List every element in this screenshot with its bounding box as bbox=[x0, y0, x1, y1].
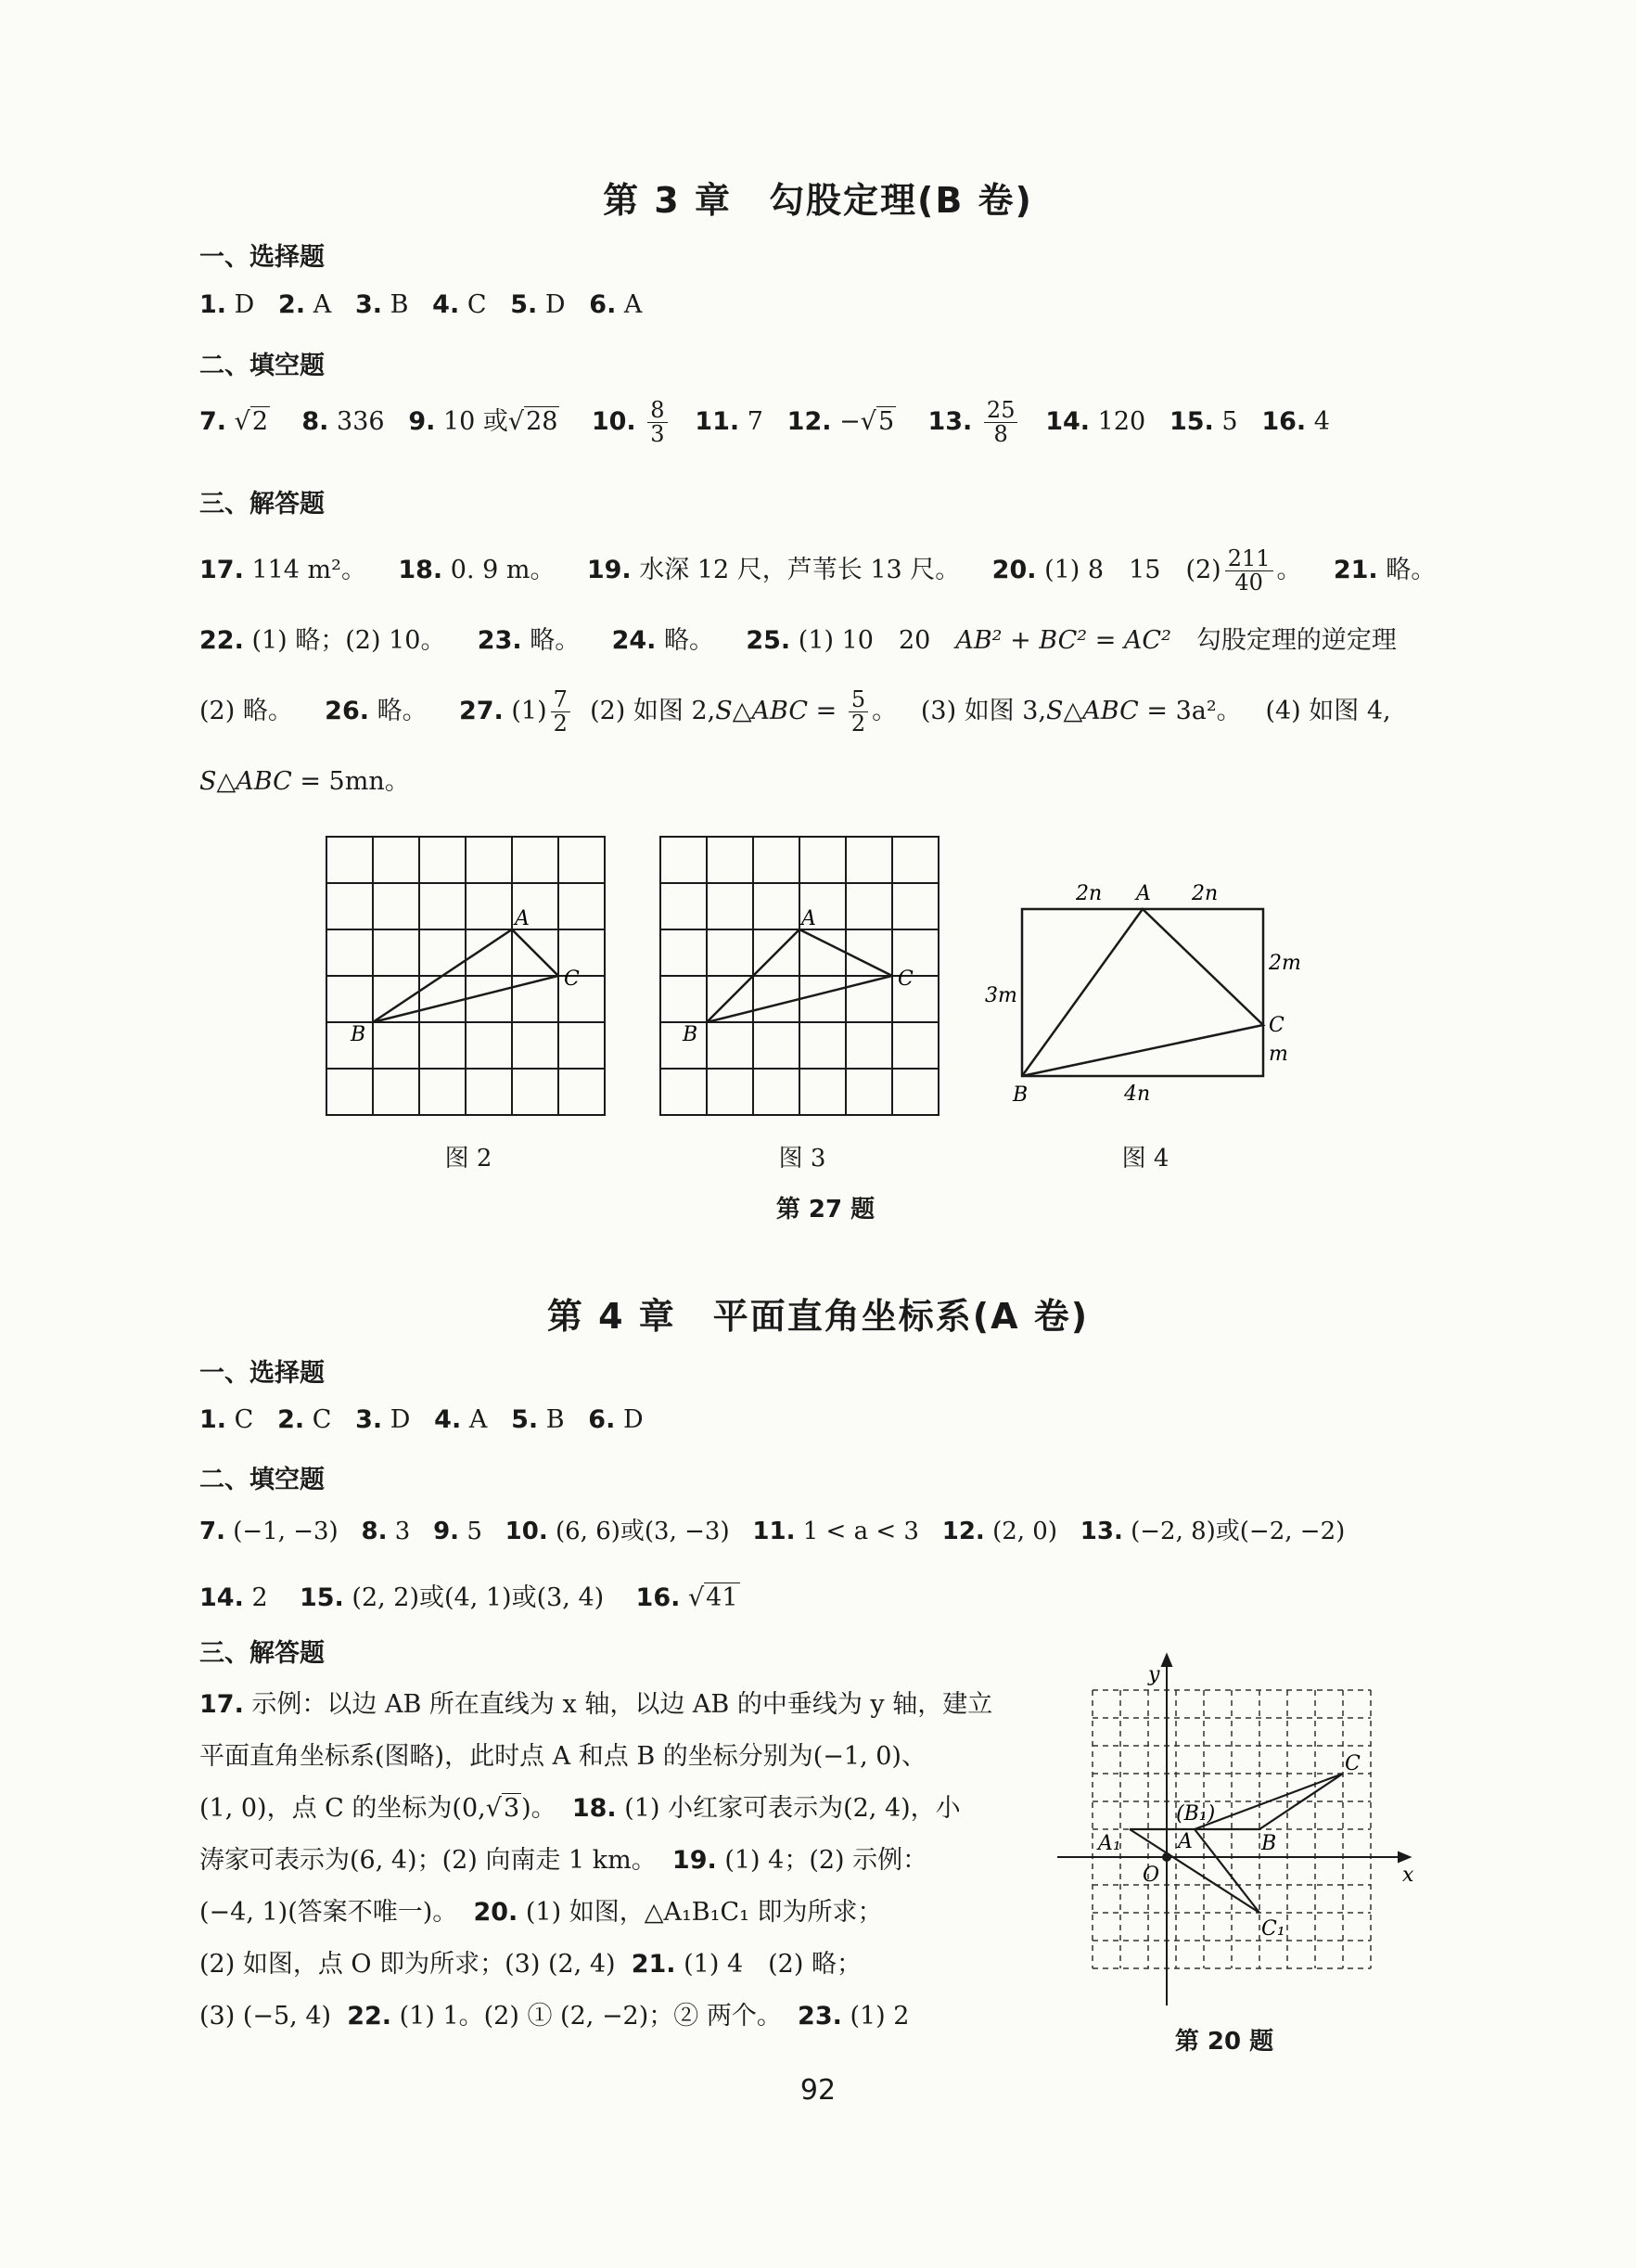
ch4-fill-answers-line1: 7. (−1, −3) 8. 3 9. 5 10. (6, 6)或(3, −3) 11. 1 < a < 3 12. (2, 0) 13. (−2, 8)或(−2, −2) bbox=[199, 1518, 1346, 1545]
fig2-label-a: A bbox=[515, 907, 530, 930]
figure-20-coordinate-grid bbox=[1039, 1651, 1428, 2013]
fig20-point-b1: (B₁) bbox=[1176, 1802, 1216, 1826]
ch4-section-solve: 三、解答题 bbox=[199, 1639, 325, 1668]
fig20-point-c: C bbox=[1345, 1752, 1361, 1775]
figure-2-caption: 图 2 bbox=[444, 1145, 492, 1172]
chapter4-title: 第 4 章 平面直角坐标系(A 卷) bbox=[546, 1296, 1090, 1337]
fig4-label-2m: 2m bbox=[1269, 952, 1301, 975]
fig2-label-b: B bbox=[351, 1023, 366, 1046]
fig20-axis-y: y bbox=[1148, 1663, 1160, 1686]
fig4-label-4n: 4n bbox=[1124, 1083, 1151, 1106]
fig20-point-a: A bbox=[1178, 1830, 1193, 1853]
chapter3-title: 第 3 章 勾股定理(B 卷) bbox=[603, 180, 1033, 221]
ch3-fill-answers: 7. √2 8. 336 9. 10 或√28 10. $\frac{8}{3}$ 11. 7 12. −√5 13. $\frac{25}{8}$ 14. 120 15. 5 16. 4 bbox=[199, 397, 1330, 448]
ch3-section-solve: 三、解答题 bbox=[199, 490, 325, 519]
fig4-label-b: B bbox=[1013, 1083, 1029, 1107]
fig2-label-c: C bbox=[564, 967, 580, 991]
ch4-section-fill: 二、填空题 bbox=[199, 1466, 325, 1494]
ch3-choice-answers: 1. D 2. A 3. B 4. C 5. D 6. A bbox=[199, 290, 643, 319]
fig3-label-b: B bbox=[683, 1023, 698, 1046]
fig20-point-c1: C₁ bbox=[1261, 1917, 1285, 1941]
fig20-point-a1: A₁ bbox=[1098, 1832, 1121, 1855]
ch3-solve-line1: 17. 114 m²。 18. 0. 9 m。 19. 水深 12 尺，芦苇长 13 尺。 20. (1) 8 15 (2) $\frac{211}{40}$ 。 21. 略。 bbox=[199, 545, 1437, 596]
fig4-label-3m: 3m bbox=[985, 984, 1017, 1007]
page-number: 92 bbox=[799, 2074, 837, 2107]
ch3-section-fill: 二、填空题 bbox=[199, 352, 325, 380]
ch4-fill-answers-line2: 14. 2 15. (2, 2)或(4, 1)或(3, 4) 16. √41 bbox=[199, 1583, 738, 1612]
fig4-label-2n-right: 2n bbox=[1192, 882, 1219, 905]
figure-20-caption: 第 20 题 bbox=[1174, 2028, 1274, 2056]
figure-4-caption: 图 4 bbox=[1121, 1145, 1169, 1172]
figure-3-caption: 图 3 bbox=[778, 1145, 826, 1172]
figure-group-title-27: 第 27 题 bbox=[775, 1196, 876, 1224]
ch4-section-choice: 一、选择题 bbox=[199, 1359, 325, 1388]
fig20-point-b: B bbox=[1261, 1832, 1277, 1855]
fig20-axis-x: x bbox=[1402, 1864, 1414, 1887]
fig4-label-m: m bbox=[1269, 1043, 1288, 1066]
fig4-label-c: C bbox=[1269, 1014, 1285, 1037]
fig4-label-2n-left: 2n bbox=[1076, 882, 1103, 905]
ch3-solve-line2: 22. (1) 略；(2) 10。 23. 略。 24. 略。 25. (1) 10 20 AB² + BC² = AC² 勾股定理的逆定理 bbox=[199, 626, 1397, 655]
ch3-solve-line3: (2) 略。 26. 略。 27. (1) $\frac{7}{2}$ (2) 如图 2,S△ABC = $\frac{5}{2}$ 。 (3) 如图 3,S△ABC = 3a²。 (4) 如图 4, bbox=[199, 686, 1391, 737]
figure-4-rectangle bbox=[983, 863, 1317, 1113]
fig20-origin-o: O bbox=[1143, 1864, 1160, 1887]
figure-2-grid bbox=[315, 826, 621, 1132]
fig4-label-a: A bbox=[1136, 882, 1151, 905]
ch3-solve-line4: S△ABC = 5mn。 bbox=[199, 767, 410, 796]
ch4-choice-answers: 1. C 2. C 3. D 4. A 5. B 6. D bbox=[199, 1405, 644, 1434]
fig3-label-c: C bbox=[898, 967, 914, 991]
fig3-label-a: A bbox=[801, 907, 816, 930]
figure-3-grid bbox=[649, 826, 955, 1132]
ch3-section-choice: 一、选择题 bbox=[199, 243, 325, 272]
ch4-solve-paragraph: 17. 示例：以边 AB 所在直线为 x 轴，以边 AB 的中垂线为 y 轴，建立 平面直角坐标系(图略)，此时点 A 和点 B 的坐标分别为(−1, 0)、 (1, 0)，点 C 的坐标为(0,√3)。 18. (1) 小红家可表示为(2, 4)，小 涛家可表示为(6, 4)；(2) 向南走 1 km。 19. (1) 4；(2) 示例： (−4, 1)(答案不唯一)。 20. (1) 如图，△A₁B₁C₁ 即为所求； (2) 如图，点 O 即为所求；(3) (2, 4) 21. (1) 4 (2) 略； (3) (−5, 4) 22. (1) 1。(2) ① (2, −2)；② 两个。 23. (1) 2 bbox=[199, 1690, 993, 2031]
